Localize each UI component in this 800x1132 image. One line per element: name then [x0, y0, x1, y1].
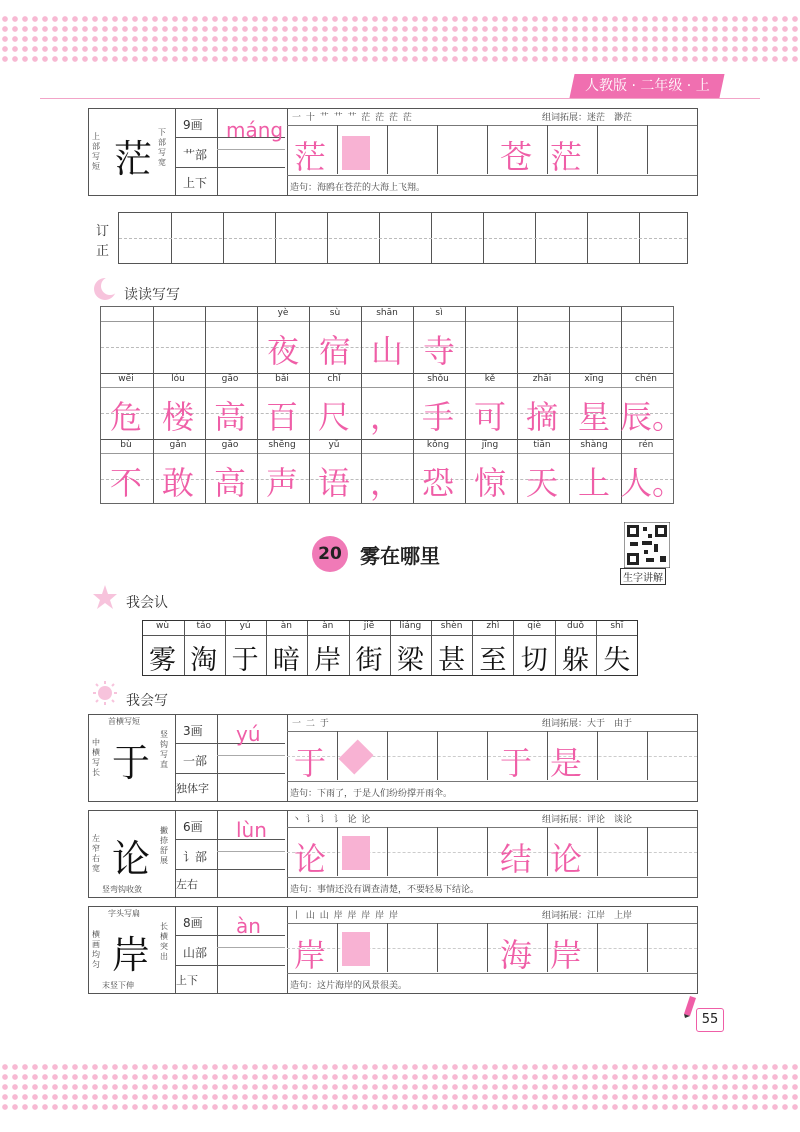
lesson-number: 20	[312, 536, 348, 572]
pinyin: yè	[277, 308, 289, 318]
tip-left: 中横写长	[92, 738, 100, 777]
big-char: 茫	[113, 137, 152, 181]
tip-bottom: 末竖下伸	[102, 981, 134, 990]
poem-char: 可	[473, 398, 506, 436]
edition-banner	[569, 74, 724, 98]
structure: 独体字	[176, 782, 209, 795]
pinyin: bǎi	[275, 374, 289, 384]
read-write-title: 读读写写	[124, 287, 180, 303]
recognize-char: 至	[479, 645, 507, 676]
star-icon	[92, 584, 118, 610]
write-title: 我会写	[126, 693, 168, 709]
recognize-title: 我会认	[126, 595, 168, 611]
poem-char: 宿	[318, 332, 351, 370]
pinyin: chǐ	[327, 374, 341, 384]
recognize-pinyin: shī	[610, 621, 624, 631]
poem-comma: ，	[369, 464, 402, 502]
pinyin: sù	[329, 308, 341, 318]
pinyin: rén	[638, 440, 654, 450]
trace-block	[342, 932, 370, 966]
example-sentence: 造句：事情还没有调查清楚，不要轻易下结论。	[290, 885, 480, 895]
big-char: 于	[111, 741, 150, 785]
recognize-char: 梁	[396, 645, 424, 676]
recognize-pinyin: shèn	[440, 621, 463, 631]
pinyin: jīng	[481, 440, 499, 450]
poem-char: 人。	[620, 464, 685, 502]
radical: 艹部	[183, 148, 208, 162]
poem-char: 危	[109, 398, 142, 436]
trace-block	[342, 136, 370, 170]
recognize-pinyin: àn	[280, 621, 292, 631]
recognize-pinyin: táo	[196, 621, 212, 631]
poem-char: 夜	[266, 332, 299, 370]
pinyin: shàng	[580, 440, 608, 450]
pinyin: gǎn	[169, 440, 187, 450]
word-char-1: 海	[499, 936, 532, 974]
lesson-title: 雾在哪里	[360, 544, 440, 568]
example-sentence: 造句：海鸥在苍茫的大海上飞翔。	[290, 183, 426, 193]
example-sentence: 造句：下雨了，于是人们纷纷撑开雨伞。	[290, 789, 453, 799]
trace-block	[342, 836, 370, 870]
recognize-pinyin: zhì	[486, 621, 500, 631]
pinyin: lóu	[171, 374, 185, 384]
pinyin: kǒng	[426, 440, 450, 450]
pinyin: gāo	[221, 440, 239, 450]
poem-char: 山	[370, 332, 403, 370]
structure: 上下	[183, 176, 208, 190]
pinyin: lùn	[236, 818, 267, 842]
poem-char: 百	[265, 398, 298, 436]
pinyin: xīng	[584, 374, 604, 384]
recognize-char: 岸	[314, 645, 342, 676]
poem-comma: ，	[369, 398, 402, 436]
recognize-char: 雾	[149, 645, 176, 676]
recognize-pinyin: qiè	[527, 621, 542, 631]
recognize-pinyin: duǒ	[567, 621, 584, 631]
trace-char: 论	[293, 840, 326, 878]
recognize-char: 切	[520, 645, 548, 676]
poem-char: 高	[213, 464, 246, 502]
sun-icon	[90, 680, 120, 706]
correction-grid[interactable]	[118, 212, 688, 264]
word-char-2: 岸	[549, 936, 582, 974]
stroke-count: 8画	[183, 916, 203, 930]
trace-char: 岸	[293, 936, 326, 974]
example-sentence: 造句：这片海岸的风景很美。	[290, 981, 408, 991]
qr-code-icon[interactable]	[624, 522, 670, 568]
stroke-order: 一 十 艹 艹 艹 茫 茫 茫 茫	[292, 113, 413, 123]
bottom-dot-band	[0, 1062, 800, 1110]
poem-char: 不	[109, 464, 142, 502]
word-extension: 组词拓展：大于 由于	[542, 719, 633, 729]
pinyin: máng	[226, 118, 284, 142]
header-rule	[40, 98, 760, 99]
poem-char: 星	[577, 398, 610, 436]
word-char-2: 论	[549, 840, 582, 878]
poem-char: 辰。	[620, 398, 685, 436]
recognize-char: 淘	[190, 645, 218, 676]
stroke-order: 丨 山 山 岸 岸 岸 岸 岸	[292, 911, 400, 921]
pinyin: sì	[435, 308, 443, 318]
trace-char: 于	[293, 744, 326, 782]
pinyin: zhāi	[532, 374, 552, 384]
recognize-char: 于	[231, 645, 259, 676]
big-char: 岸	[111, 933, 150, 977]
recognize-char: 街	[355, 645, 383, 676]
tip-right: 撇捺舒展	[160, 826, 168, 865]
tip-right: 下部写宽	[158, 128, 166, 167]
poem-char: 语	[317, 464, 350, 502]
big-char: 论	[111, 837, 150, 881]
moon-icon	[92, 276, 124, 302]
poem-char: 寺	[422, 332, 455, 370]
word-char-2: 茫	[549, 138, 582, 176]
recognize-pinyin: wù	[155, 621, 170, 631]
pinyin: tiān	[533, 440, 551, 450]
pinyin: àn	[236, 914, 261, 938]
recognize-char: 暗	[272, 645, 300, 676]
poem-char: 楼	[161, 398, 194, 436]
pinyin: yǔ	[328, 440, 340, 450]
structure: 左右	[176, 878, 198, 891]
pinyin: wēi	[118, 374, 134, 384]
pinyin: yú	[236, 722, 261, 746]
pinyin: gāo	[221, 374, 239, 384]
recognize-pinyin: yú	[239, 621, 251, 631]
pinyin: chén	[635, 374, 657, 384]
stroke-count: 3画	[183, 724, 203, 738]
word-extension: 组词拓展：评论 谈论	[542, 815, 633, 825]
tip-left: 横画均匀	[92, 930, 100, 969]
recognize-char: 躲	[562, 645, 589, 676]
recognize-char: 甚	[438, 645, 466, 676]
word-char-2: 是	[549, 744, 582, 782]
tip-left: 上部写短	[92, 132, 100, 171]
pinyin: shǒu	[427, 374, 449, 384]
word-char-1: 苍	[499, 138, 532, 176]
poem-char: 摘	[525, 398, 558, 436]
trace-char: 茫	[293, 138, 326, 176]
word-char-1: 结	[499, 840, 532, 878]
poem-char: 手	[421, 398, 454, 436]
tip-bottom: 竖弯钩收敛	[102, 885, 142, 894]
correction-label-1: 订	[96, 224, 110, 239]
edition-label: 人教版 · 二年级 · 上	[584, 78, 710, 94]
recognize-char: 失	[603, 645, 631, 676]
word-char-1: 于	[499, 744, 532, 782]
radical: 一部	[183, 754, 208, 768]
poem-char: 敢	[161, 464, 194, 502]
top-dot-band	[0, 14, 800, 62]
poem-char: 上	[577, 464, 610, 502]
stroke-order: 丶 讠 讠 讠 论 论	[292, 815, 372, 825]
poem-char: 恐	[421, 464, 454, 502]
recognize-pinyin: àn	[322, 621, 334, 631]
correction-label-2: 正	[96, 244, 110, 259]
stroke-count: 9画	[183, 118, 203, 132]
tip-top: 首横写短	[108, 717, 140, 726]
tip-right: 竖钩写直	[160, 730, 168, 769]
word-extension: 组词拓展：江岸 上岸	[542, 911, 633, 921]
structure: 上下	[176, 974, 198, 987]
radical: 讠部	[183, 850, 208, 864]
page-number: 55	[696, 1008, 724, 1032]
poem-char: 高	[213, 398, 246, 436]
recognize-pinyin: liáng	[399, 621, 422, 631]
poem-char: 尺	[317, 398, 350, 436]
qr-label[interactable]: 生字讲解	[620, 568, 666, 585]
stroke-count: 6画	[183, 820, 203, 834]
radical: 山部	[183, 946, 208, 960]
tip-top: 字头写扁	[108, 909, 140, 918]
word-extension: 组词拓展：迷茫 渺茫	[542, 113, 633, 123]
poem-char: 惊	[473, 464, 506, 502]
pinyin: kě	[484, 374, 496, 384]
poem-char: 天	[525, 464, 558, 502]
tip-right: 长横突出	[160, 922, 168, 961]
tip-left: 左窄右宽	[92, 834, 100, 873]
pinyin: bù	[120, 440, 132, 450]
pinyin: shān	[376, 308, 398, 318]
recognize-pinyin: jiē	[363, 621, 375, 631]
poem-char: 声	[265, 464, 298, 502]
pinyin: shēng	[268, 440, 296, 450]
stroke-order: 一 二 于	[292, 719, 330, 729]
